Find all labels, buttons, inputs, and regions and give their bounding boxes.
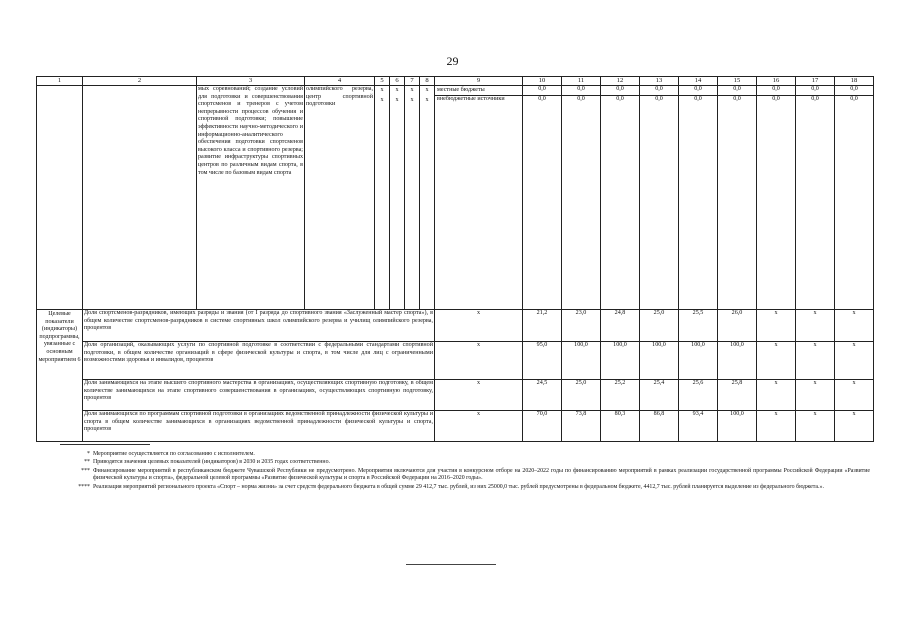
value-cell: 24,8: [601, 310, 640, 342]
indicator-text: Доля спортсменов-разрядников, имеющих разряды и звания (от I разряда до спортивного звания «Заслуженный мастер спорта»), в общем количестве спортсменов-разрядников в системе спортивных школ олимпийского резерва и училищ олимпийского резерва, процентов: [83, 310, 435, 342]
header-cell: 6: [390, 77, 405, 86]
header-cell: 11: [562, 77, 601, 86]
header-cell: 17: [796, 77, 835, 86]
value-cell: 25,8: [718, 380, 757, 411]
value-cell: x: [835, 380, 874, 411]
value-cell: 0,0 0,0: [835, 86, 874, 310]
x-col6: x x: [390, 86, 405, 310]
value-cell: x: [796, 380, 835, 411]
header-cell: 2: [83, 77, 197, 86]
bottom-divider: [406, 564, 496, 565]
funding-source: внебюджетные источники: [437, 96, 505, 102]
value-cell: 25,0: [562, 380, 601, 411]
value-cell: 0,0 0,0: [796, 86, 835, 310]
value-cell: x: [757, 411, 796, 442]
footnotes: [60, 444, 870, 492]
x-col5: x x: [375, 86, 390, 310]
indicator-x: x: [435, 310, 523, 342]
program-table: [36, 76, 874, 442]
value-cell: x: [796, 342, 835, 380]
indicator-text: Доля организаций, оказывающих услуги по спортивной подготовке в соответствии с федеральными стандартами спортивной подготовки, в общем количестве организаций в сфере физической культуры и спорта, в том числе для лиц с ограниченными возможностями здоровья и инвалидов, процентов: [83, 342, 435, 380]
indicator-text: Доля занимающихся на этапе высшего спортивного мастерства в организациях, осуществляющих спортивную подготовку, в общем количестве занимающихся на этапе спортивного совершенствования в организациях, осуществляющих спортивную подготовку, процентов: [83, 380, 435, 411]
value-cell: 0,0 0,0: [718, 86, 757, 310]
value-cell: 100,0: [679, 342, 718, 380]
header-cell: 5: [375, 77, 390, 86]
header-cell: 18: [835, 77, 874, 86]
value-cell: 23,0: [562, 310, 601, 342]
header-cell: 14: [679, 77, 718, 86]
value-cell: 0,0 0,0: [640, 86, 679, 310]
footnote: [60, 451, 870, 458]
value-cell: 0,0 0,0: [562, 86, 601, 310]
value-cell: 100,0: [640, 342, 679, 380]
value-cell: 24,5: [523, 380, 562, 411]
footnote: [60, 484, 870, 491]
value-cell: x: [757, 380, 796, 411]
header-cell: 16: [757, 77, 796, 86]
footnote-text: Мероприятие осуществляется по согласованию с исполнителем.: [93, 451, 255, 457]
footnote-text: Финансирование мероприятий в республиканском бюджете Чувашской Республики не предусмотрено. Мероприятия включаются для участия в конкурсном отборе на 2020–2022 годы по финансированию мероприятий в рамках реализации государственной программы Российской Федерации «Развитие физической культуры и спорта», федеральной целевой программы «Развитие физической культуры и спорта в Российской Федерации на 2016–2020 годы».: [93, 467, 870, 482]
executor-cell: олимпийского резерва, центр спортивной подготовки: [305, 86, 375, 310]
indicator-x: x: [435, 380, 523, 411]
value-cell: 25,5: [679, 310, 718, 342]
value-cell: x: [796, 411, 835, 442]
value-cell: 0,0 0,0: [523, 86, 562, 310]
header-cell: 1: [37, 77, 83, 86]
header-cell: 8: [420, 77, 435, 86]
footnote-divider: [60, 444, 150, 445]
value-cell: x: [757, 342, 796, 380]
header-cell: 4: [305, 77, 375, 86]
value-cell: 95,0: [523, 342, 562, 380]
header-cell: 13: [640, 77, 679, 86]
header-cell: 15: [718, 77, 757, 86]
activity-row: [37, 86, 874, 310]
empty-cell: [83, 86, 197, 310]
value-cell: 21,2: [523, 310, 562, 342]
footnote-mark: *: [87, 451, 90, 457]
header-cell: 9: [435, 77, 523, 86]
empty-cell: [37, 86, 83, 310]
value-cell: 0,0 0,0: [757, 86, 796, 310]
footnote-mark: **: [84, 459, 90, 466]
value-cell: x: [796, 310, 835, 342]
page-number: 29: [446, 54, 459, 68]
value-cell: x: [757, 310, 796, 342]
x-col7: x x: [405, 86, 420, 310]
header-cell: 3: [197, 77, 305, 86]
indicator-row: [37, 380, 874, 411]
value-cell: 25,4: [640, 380, 679, 411]
header-cell: 12: [601, 77, 640, 86]
footnote-mark: ***: [81, 467, 90, 474]
value-cell: 0,0 0,0: [601, 86, 640, 310]
footnote: [60, 459, 870, 466]
value-cell: 100,0: [601, 342, 640, 380]
indicator-row: [37, 342, 874, 380]
indicator-text: Доля занимающихся по программам спортивной подготовки в организациях ведомственной принадлежности физической культуры и спорта в общем количестве занимающихся в организациях ведомственной принадлежности физической культуры и спорта, процентов: [83, 411, 435, 442]
value-cell: 25,0: [640, 310, 679, 342]
footnote-text: Приводятся значения целевых показателей (индикаторов) в 2030 и 2035 годах соответственно.: [93, 459, 331, 466]
indicator-row: [37, 411, 874, 442]
value-cell: 80,3: [601, 411, 640, 442]
value-cell: x: [835, 342, 874, 380]
header-cell: 10: [523, 77, 562, 86]
value-cell: 25,2: [601, 380, 640, 411]
value-cell: x: [835, 310, 874, 342]
value-cell: 93,4: [679, 411, 718, 442]
value-cell: x: [835, 411, 874, 442]
indicator-row: [37, 310, 874, 342]
indicators-label: Целевые показатели (индикаторы) подпрограммы, увязанные с основным мероприятием 6: [37, 310, 83, 442]
activity-description: мых соревнований; создание условий для подготовки и совершенствования спортсменов и тренеров с учетом непрерывности процессов обучения и спортивной подготовки; повышение эффективности научно-методического и информационно-аналитического обеспечения подготовки спортсменов высокого класса и спортивного резерва; развитие инфраструктуры спортивных центров по различным видам спорта, в том числе по базовым видам спорта: [197, 86, 305, 310]
funding-source: местные бюджеты: [435, 86, 522, 96]
header-cell: 7: [405, 77, 420, 86]
value-cell: 86,8: [640, 411, 679, 442]
footnote-mark: ****: [78, 483, 90, 490]
value-cell: 70,0: [523, 411, 562, 442]
x-col8: x x: [420, 86, 435, 310]
value-cell: 100,0: [718, 411, 757, 442]
indicator-x: x: [435, 411, 523, 442]
footnote: [60, 468, 870, 483]
value-cell: 100,0: [562, 342, 601, 380]
funding-source-cell: [435, 86, 523, 310]
value-cell: 100,0: [718, 342, 757, 380]
value-cell: 0,0 0,0: [679, 86, 718, 310]
value-cell: 26,0: [718, 310, 757, 342]
column-number-row: [37, 77, 874, 86]
value-cell: 25,6: [679, 380, 718, 411]
value-cell: 73,8: [562, 411, 601, 442]
indicator-x: x: [435, 342, 523, 380]
footnote-text: Реализация мероприятий регионального проекта «Спорт – норма жизни» за счет средств федерального бюджета в общей сумме 29 412,7 тыс. рублей, из них 25000,0 тыс. рублей предусмотрены в федеральном бюджете, 4412,7 тыс. рублей планируется выделение из федерального бюджета.».: [93, 483, 824, 490]
